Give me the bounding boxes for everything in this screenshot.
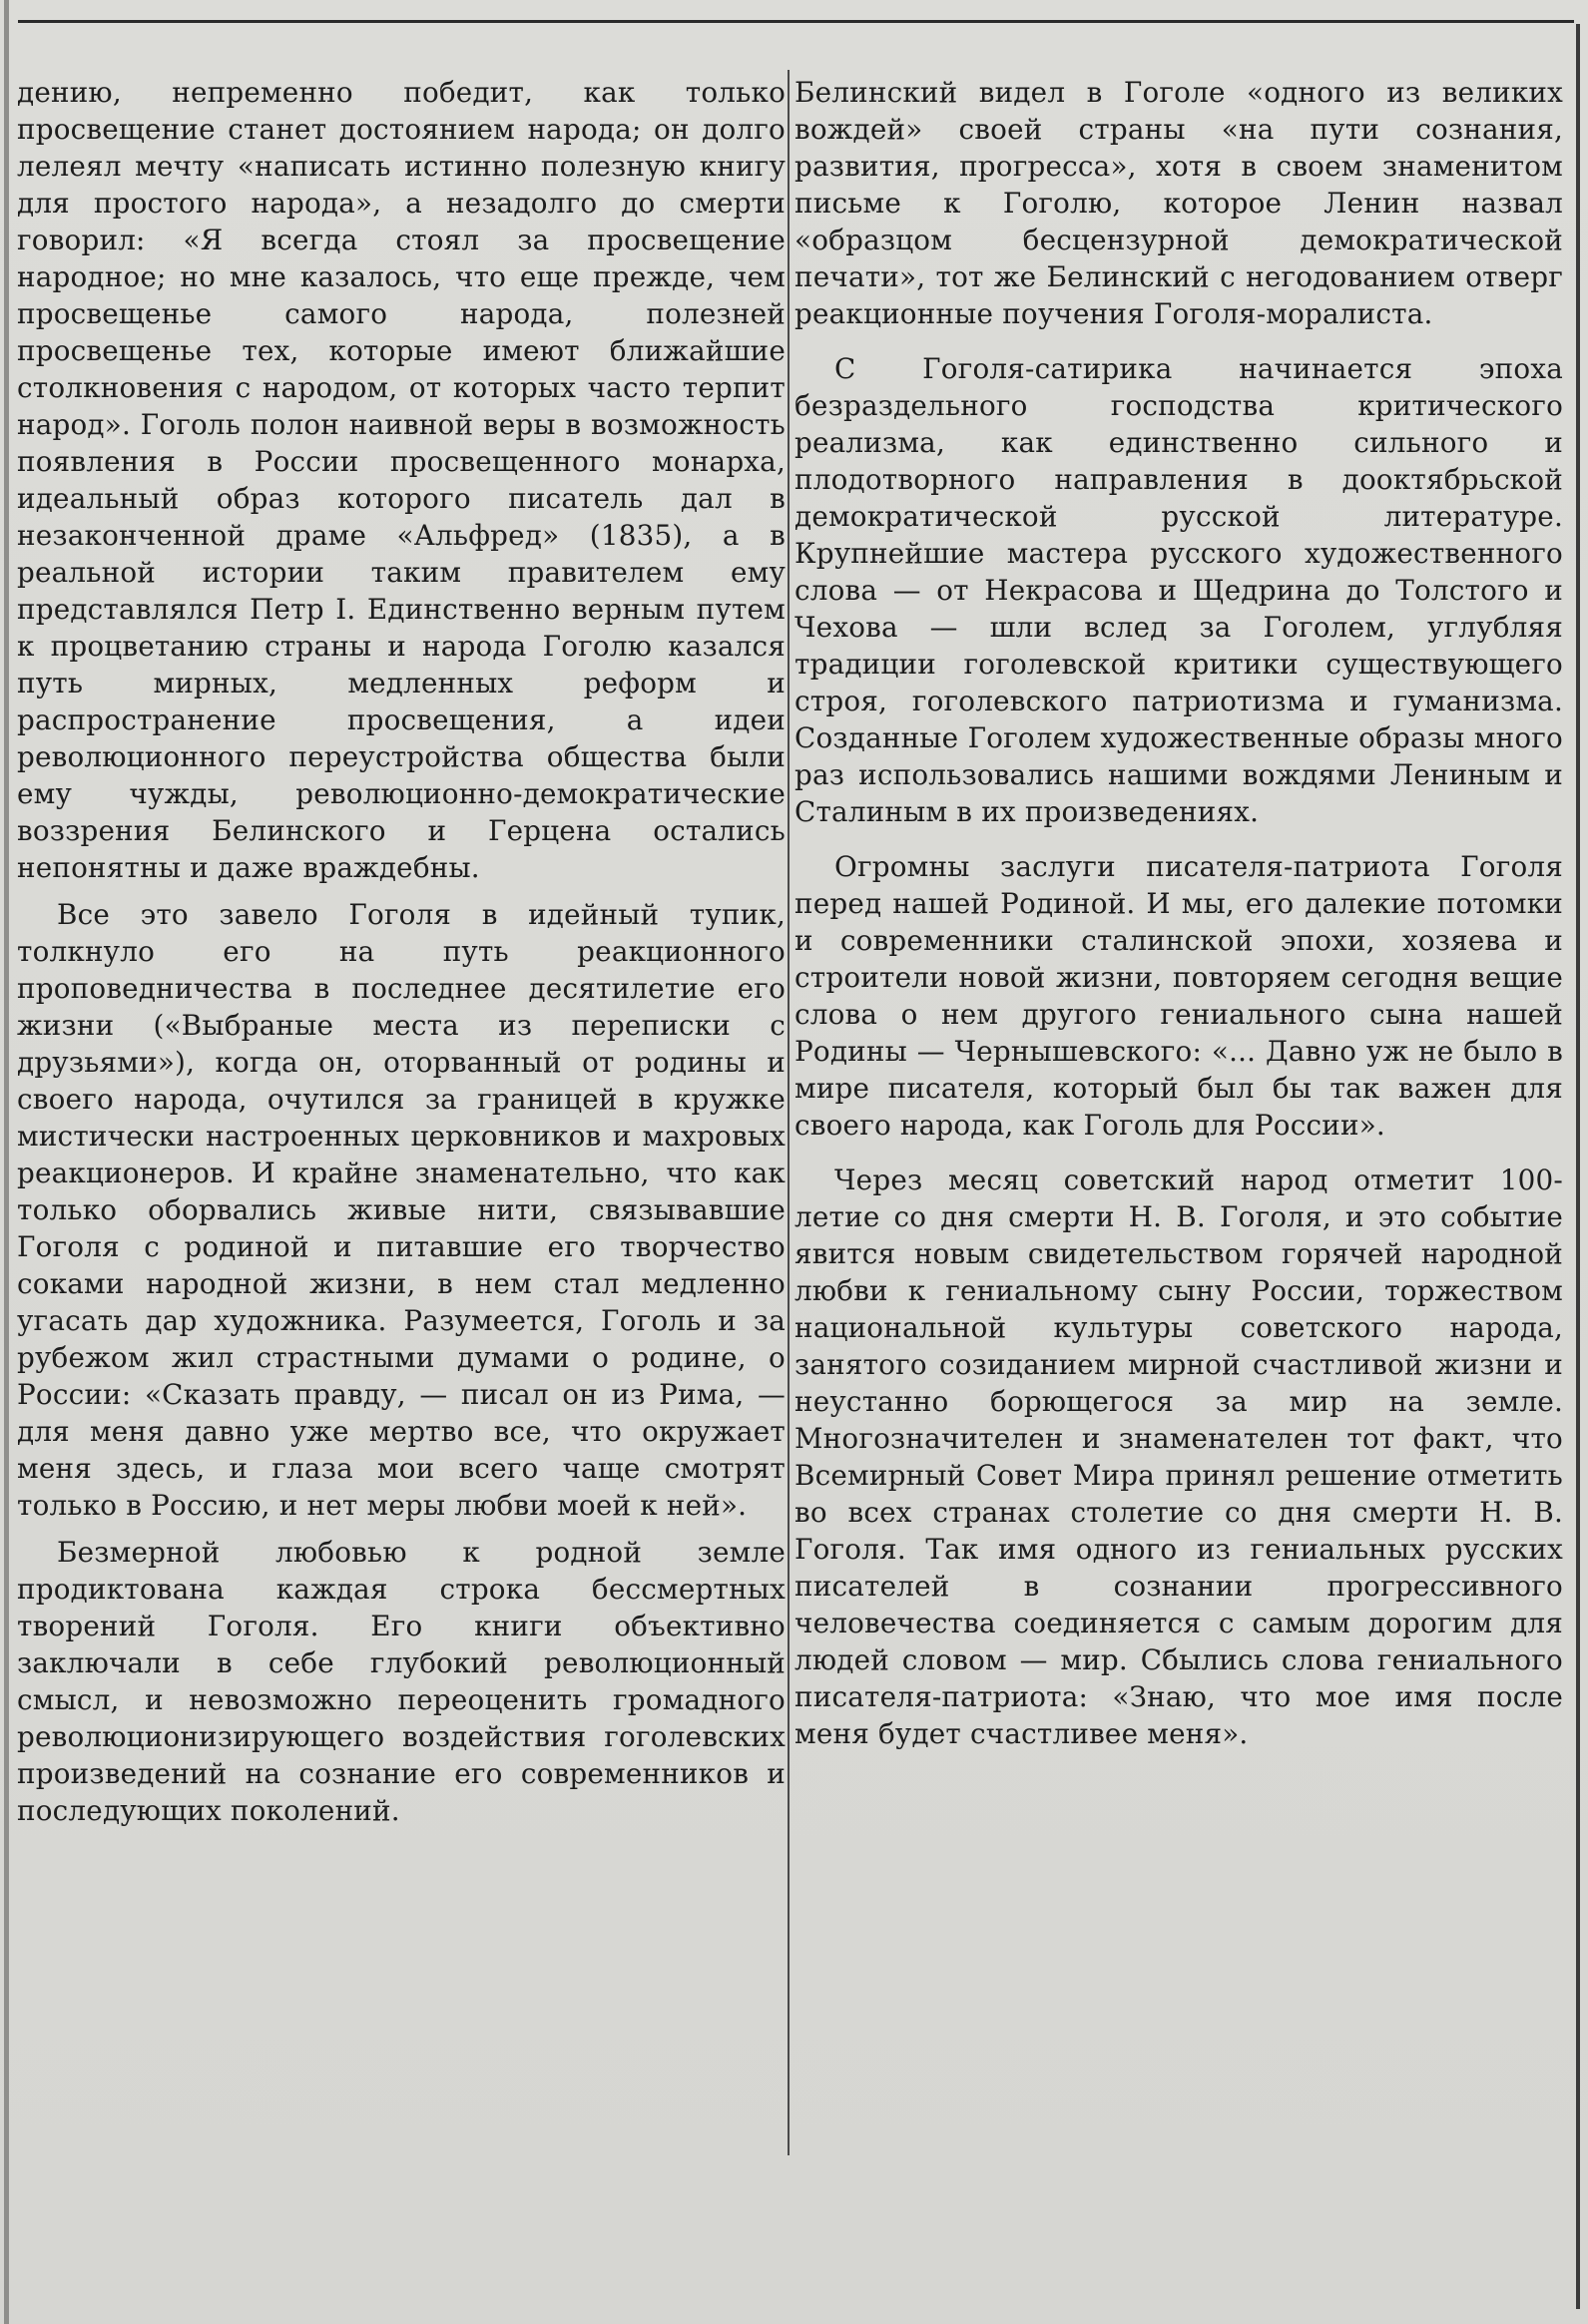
- column-divider: [788, 70, 790, 2155]
- paragraph: Безмерной любовью к родной земле продиктована каждая строка бессмертных творений Гоголя. Его книги объективно заключали в себе глубокий революционный смысл, и невозможно переоценить громадного революционизирующего воздействия гоголевских произведений на сознание его современников и последующих поколений.: [17, 1536, 786, 1827]
- paragraph: Огромны заслуги писателя-патриота Гоголя перед нашей Родиной. И мы, его далекие потомки и современники сталинской эпохи, хозяева и строители новой жизни, повторяем сегодня вещие слова о нем другого гениального сына нашей Родины — Чернышевского: «... Давно уж не было в мире писателя, который был бы так важен для своего народа, как Гоголь для России».: [794, 850, 1563, 1142]
- article-column-left: [17, 74, 786, 1829]
- article-column-right: [794, 74, 1563, 1752]
- paragraph: дению, непременно победит, как только просвещение станет достоянием народа; он долго лелеял мечту «написать истинно полезную книгу для простого народа», а незадолго до смерти говорил: «Я всегда стоял за просвещение народное; но мне казалось, что еще прежде, чем просвещенье самого народа, полезней просвещенье тех, которые имеют ближайшие столкновения с народом, от которых часто терпит народ». Гоголь полон наивной веры в возможность появления в России просвещенного монарха, идеальный образ которого писатель дал в незаконченной драме «Альфред» (1835), а в реальной истории таким правителем ему представлялся Петр I. Единственно верным путем к процветанию страны и народа Гоголю казался путь мирных, медленных реформ и распространение просвещения, а идеи революционного переустройства общества были ему чужды, революционно-демократические воззрения Белинского и Герцена остались непонятны и даже враждебны.: [17, 76, 786, 884]
- paragraph: Белинский видел в Гоголе «одного из великих вождей» своей страны «на пути сознания, развития, прогресса», хотя в своем знаменитом письме к Гоголю, которое Ленин назвал «образцом бесцензурной демократической печати», тот же Белинский с негодованием отверг реакционные поучения Гоголя-моралиста.: [794, 76, 1563, 330]
- page-left-edge: [4, 0, 9, 2324]
- paragraph: Все это завело Гоголя в идейный тупик, толкнуло его на путь реакционного проповедничества в последнее десятилетие его жизни («Выбраные места из переписки с друзьями»), когда он, оторванный от родины и своего народа, очутился за границей в кружке мистически настроенных церковников и махровых реакционеров. И крайне знаменательно, что как только оборвались живые нити, связывавшие Гоголя с родиной и питавшие его творчество соками народной жизни, в нем стал медленно угасать дар художника. Разумеется, Гоголь и за рубежом жил страстными думами о родине, о России: «Сказать правду, — писал он из Рима, — для меня давно уже мертво все, что окружает меня здесь, и глаза мои всего чаще смотрят только в Россию, и нет меры любви моей к ней».: [17, 898, 786, 1522]
- top-rule: [18, 20, 1574, 23]
- paragraph: Через месяц советский народ отметит 100-летие со дня смерти Н. В. Гоголя, и это событие явится новым свидетельством горячей народной любви к гениальному сыну России, торжеством национальной культуры советского народа, занятого созиданием мирной счастливой жизни и неустанно борющегося за мир на земле. Многозначителен и знаменателен тот факт, что Всемирный Совет Мира принял решение отметить во всех странах столетие со дня смерти Н. В. Гоголя. Так имя одного из гениальных русских писателей в сознании прогрессивного человечества соединяется с самым дорогим для людей словом — мир. Сбылись слова гениального писателя-патриота: «Знаю, что мое имя после меня будет счастливее меня».: [794, 1163, 1563, 1750]
- paragraph: С Гоголя-сатирика начинается эпоха безраздельного господства критического реализма, как единственно сильного и плодотворного направления в дооктябрьской демократической русской литературе. Крупнейшие мастера русского художественного слова — от Некрасова и Щедрина до Толстого и Чехова — шли вслед за Гоголем, углубляя традиции гоголевской критики существующего строя, гоголевского патриотизма и гуманизма. Созданные Гоголем художественные образы много раз использовались нашими вождями Лениным и Сталиным в их произведениях.: [794, 352, 1563, 828]
- page-right-edge: [1576, 24, 1580, 2309]
